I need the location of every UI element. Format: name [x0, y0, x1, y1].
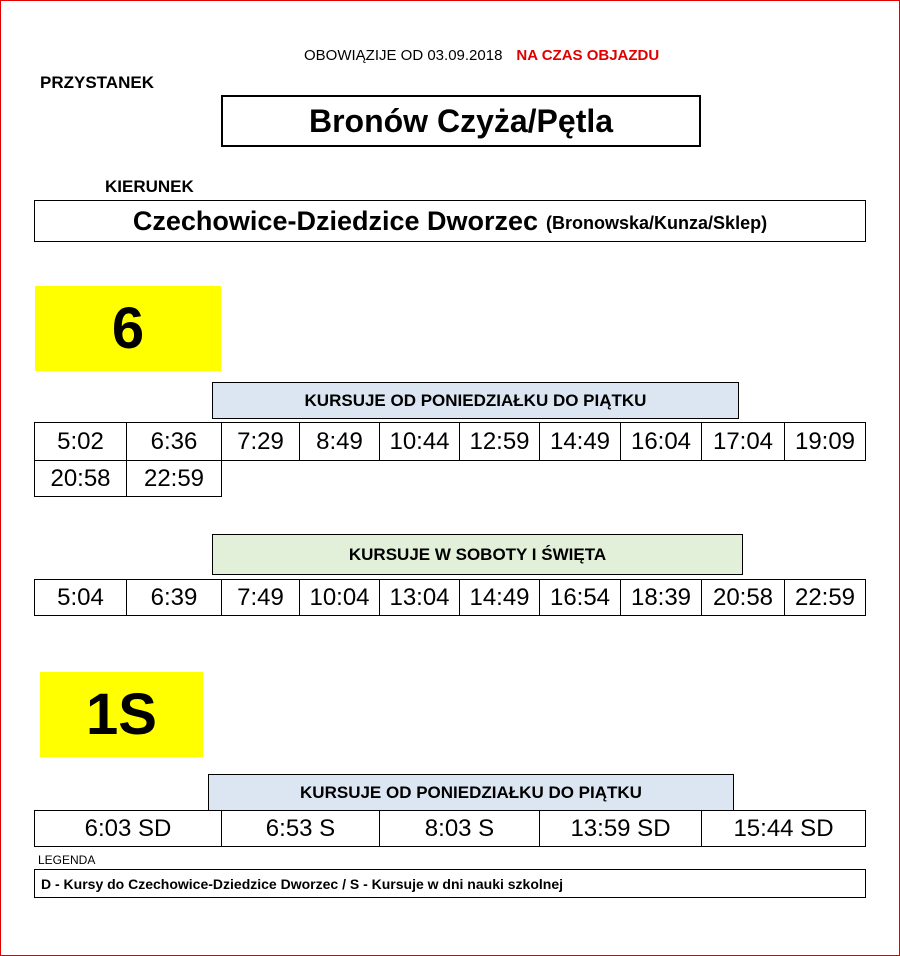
line-badge-1s: 1S — [40, 672, 203, 757]
time-cell: 22:59 — [784, 579, 866, 616]
time-cell: 5:02 — [34, 422, 127, 461]
time-cell: 12:59 — [459, 422, 540, 461]
time-cell: 8:49 — [299, 422, 380, 461]
legend-label: LEGENDA — [38, 853, 96, 867]
time-cell: 7:29 — [221, 422, 300, 461]
time-cell: 10:04 — [299, 579, 380, 616]
direction-via: (Bronowska/Kunza/Sklep) — [546, 212, 768, 233]
legend-text: D - Kursy do Czechowice-Dziedzice Dworzec / S - Kursuje w dni nauki szkolnej — [34, 869, 866, 898]
time-cell: 16:54 — [539, 579, 621, 616]
stop-label: PRZYSTANEK — [40, 73, 154, 92]
time-cell: 14:49 — [459, 579, 540, 616]
detour-note: NA CZAS OBJAZDU — [516, 47, 660, 64]
time-cell: 7:49 — [221, 579, 300, 616]
direction-box — [34, 200, 866, 242]
time-cell: 14:49 — [539, 422, 621, 461]
time-cell: 13:04 — [379, 579, 460, 616]
weekday-header-line-6: KURSUJE OD PONIEDZIAŁKU DO PIĄTKU — [212, 382, 739, 419]
time-cell: 6:03 SD — [34, 810, 222, 847]
time-cell: 6:53 S — [221, 810, 380, 847]
time-cell: 20:58 — [34, 460, 127, 497]
time-cell: 20:58 — [701, 579, 785, 616]
direction-label: KIERUNEK — [105, 177, 194, 196]
time-cell: 22:59 — [126, 460, 222, 497]
time-cell: 15:44 SD — [701, 810, 866, 847]
validity-line — [304, 47, 659, 64]
time-cell: 6:36 — [126, 422, 222, 461]
stop-name: Bronów Czyża/Pętla — [221, 95, 701, 147]
time-cell: 17:04 — [701, 422, 785, 461]
time-cell: 18:39 — [620, 579, 702, 616]
weekend-header-line-6: KURSUJE W SOBOTY I ŚWIĘTA — [212, 534, 743, 575]
line-badge-6: 6 — [35, 286, 221, 371]
weekday-header-line-1s: KURSUJE OD PONIEDZIAŁKU DO PIĄTKU — [208, 774, 734, 811]
validity-date: OBOWIĄZIJE OD 03.09.2018 — [304, 47, 503, 64]
time-cell: 5:04 — [34, 579, 127, 616]
time-cell: 6:39 — [126, 579, 222, 616]
time-cell: 16:04 — [620, 422, 702, 461]
time-cell: 10:44 — [379, 422, 460, 461]
direction-name: Czechowice-Dziedzice Dworzec — [132, 205, 539, 236]
time-cell: 19:09 — [784, 422, 866, 461]
time-cell: 8:03 S — [379, 810, 540, 847]
time-cell: 13:59 SD — [539, 810, 702, 847]
